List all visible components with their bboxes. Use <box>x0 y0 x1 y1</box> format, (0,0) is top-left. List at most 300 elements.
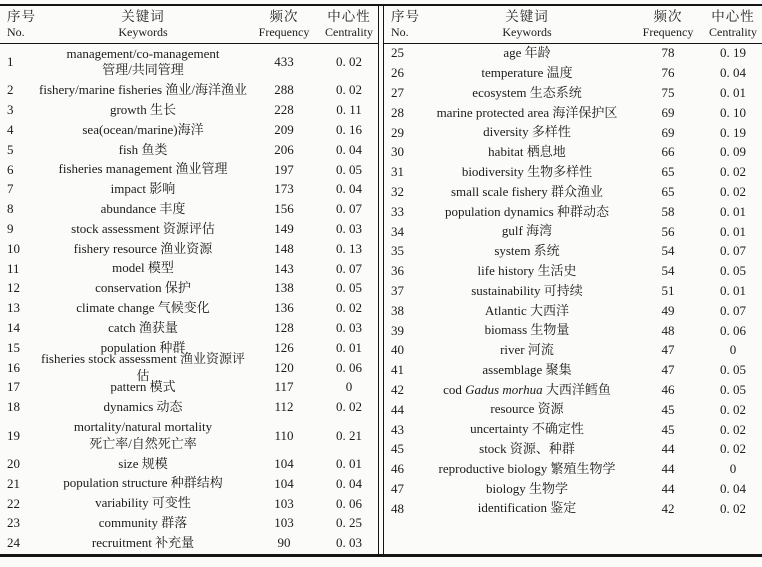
keyword-text: population structure 种群结构 <box>63 475 223 491</box>
row-centrality: 0. 10 <box>720 104 746 120</box>
row-centrality: 0 <box>729 342 737 358</box>
keyword-text: temperature 温度 <box>481 64 573 80</box>
row-centrality: 0. 16 <box>336 121 362 137</box>
table-row <box>384 439 762 459</box>
row-frequency: 110 <box>274 427 294 443</box>
table-row <box>384 222 762 242</box>
table-row <box>384 63 762 83</box>
row-frequency: 58 <box>661 203 675 219</box>
row-keyword <box>422 124 632 141</box>
row-number: 39 <box>391 322 404 338</box>
keyword-text: ecosystem 生态系统 <box>472 84 582 100</box>
keyword-text: recruitment 补充量 <box>91 534 195 550</box>
row-number: 23 <box>7 515 20 531</box>
row-centrality: 0. 04 <box>720 65 746 81</box>
keyword-text: dynamics 动态 <box>103 398 183 414</box>
row-keyword <box>422 303 632 320</box>
keyword-text: abundance 丰度 <box>100 200 186 216</box>
row-number: 14 <box>7 319 20 335</box>
keyword-text: fisheries stock assessment 渔业资源评估 <box>40 351 245 383</box>
row-frequency: 69 <box>661 124 675 140</box>
keyword-text: life history 生活史 <box>477 262 577 278</box>
row-centrality: 0. 02 <box>720 500 746 516</box>
row-centrality: 0. 02 <box>720 441 746 457</box>
row-number: 3 <box>7 102 14 118</box>
row-centrality: 0. 01 <box>720 282 746 298</box>
keyword-text: river 河流 <box>500 342 554 358</box>
row-centrality: 0. 05 <box>336 280 362 296</box>
row-frequency: 288 <box>274 82 294 98</box>
row-centrality: 0 <box>729 461 737 477</box>
row-number: 13 <box>7 300 20 316</box>
keyword-text: model 模型 <box>112 260 174 276</box>
row-frequency: 149 <box>274 220 294 236</box>
row-number: 43 <box>391 421 404 437</box>
table-row <box>0 81 378 101</box>
row-keyword <box>422 362 632 379</box>
table-row <box>384 380 762 400</box>
row-frequency: 46 <box>661 381 675 397</box>
row-frequency: 433 <box>274 54 294 69</box>
row-centrality: 0. 02 <box>720 421 746 437</box>
row-frequency: 49 <box>661 302 675 318</box>
table-row <box>0 494 378 514</box>
header-keywords-en: Keywords <box>502 25 552 40</box>
header-no-zh: 序号 <box>7 8 36 24</box>
row-frequency: 54 <box>661 243 675 259</box>
row-number: 21 <box>7 475 20 491</box>
table-body-left <box>0 44 378 555</box>
row-keyword <box>422 382 632 399</box>
row-frequency: 54 <box>661 263 675 279</box>
table-row <box>0 160 378 180</box>
header-centrality-zh: 中心性 <box>327 8 371 24</box>
row-frequency: 48 <box>661 322 675 338</box>
row-keyword <box>38 320 248 337</box>
keyword-text: habitat 栖息地 <box>488 144 566 160</box>
column-header-frequency <box>248 9 320 40</box>
row-keyword <box>422 441 632 458</box>
row-frequency: 197 <box>274 161 294 177</box>
row-number: 8 <box>7 201 14 217</box>
row-keyword <box>422 164 632 181</box>
row-number: 5 <box>7 141 14 157</box>
row-keyword <box>38 515 248 532</box>
table-row <box>384 103 762 123</box>
row-keyword <box>422 322 632 339</box>
keyword-text: sea(ocean/marine)海洋 <box>82 121 204 137</box>
row-centrality: 0. 06 <box>336 359 362 375</box>
header-frequency-en: Frequency <box>642 25 694 40</box>
row-centrality: 0. 05 <box>336 161 362 177</box>
row-frequency: 112 <box>274 399 294 415</box>
row-number: 40 <box>391 342 404 358</box>
table-row <box>384 360 762 380</box>
row-number: 4 <box>7 121 14 137</box>
keyword-text: marine protected area 海洋保护区 <box>436 104 618 120</box>
row-number: 12 <box>7 280 20 296</box>
table-row <box>384 44 762 64</box>
keyword-text: size 规模 <box>118 455 168 471</box>
header-no-en: No. <box>391 25 409 40</box>
row-frequency: 51 <box>661 282 675 298</box>
table-left-half <box>0 6 378 554</box>
row-number: 18 <box>7 399 20 415</box>
row-keyword <box>38 379 248 396</box>
table-row <box>0 259 378 279</box>
row-keyword <box>38 142 248 159</box>
table-row <box>384 241 762 261</box>
row-keyword <box>422 421 632 438</box>
row-number: 38 <box>391 302 404 318</box>
row-keyword <box>38 300 248 317</box>
keyword-text: stock 资源、种群 <box>479 441 575 457</box>
row-frequency: 47 <box>661 362 675 378</box>
row-keyword <box>422 243 632 260</box>
header-centrality-en: Centrality <box>709 25 757 40</box>
row-keyword <box>38 161 248 178</box>
species-name-italic: Gadus morhua <box>465 381 543 397</box>
table-row <box>0 533 378 553</box>
row-number: 29 <box>391 124 404 140</box>
table-row <box>0 454 378 474</box>
row-number: 15 <box>7 339 20 355</box>
row-keyword <box>422 283 632 300</box>
column-header-no <box>0 9 38 40</box>
table-row <box>384 142 762 162</box>
keyword-text: Atlantic 大西洋 <box>484 302 570 318</box>
row-number: 47 <box>391 480 404 496</box>
row-frequency: 148 <box>274 240 294 256</box>
header-frequency-zh: 频次 <box>653 8 683 24</box>
row-centrality: 0. 02 <box>336 399 362 415</box>
row-frequency: 45 <box>661 401 675 417</box>
row-number: 22 <box>7 495 20 511</box>
column-header-keywords <box>38 9 248 40</box>
keywords-table <box>0 4 762 557</box>
row-frequency: 45 <box>661 421 675 437</box>
row-frequency: 44 <box>661 480 675 496</box>
row-number: 6 <box>7 161 14 177</box>
row-keyword <box>38 456 248 473</box>
table-row <box>0 239 378 259</box>
row-keyword <box>38 102 248 119</box>
row-number: 36 <box>391 263 404 279</box>
row-centrality: 0. 04 <box>336 141 362 157</box>
keyword-text: diversity 多样性 <box>483 124 571 140</box>
keyword-text: fishery resource 渔业资源 <box>73 240 213 256</box>
row-frequency: 156 <box>274 201 294 217</box>
row-centrality: 0. 06 <box>720 322 746 338</box>
keyword-text: biology 生物学 <box>486 480 568 496</box>
row-number: 16 <box>7 359 20 375</box>
row-centrality: 0. 01 <box>336 339 362 355</box>
table-row <box>0 278 378 298</box>
row-centrality: 0. 03 <box>336 535 362 551</box>
row-number: 44 <box>391 401 404 417</box>
row-number: 24 <box>7 535 20 551</box>
row-number: 20 <box>7 455 20 471</box>
keyword-text: cod <box>443 381 466 397</box>
row-keyword <box>38 260 248 277</box>
row-number: 19 <box>7 427 20 443</box>
table-row <box>0 377 378 397</box>
row-frequency: 66 <box>661 144 675 160</box>
row-centrality: 0. 03 <box>336 319 362 335</box>
keyword-text: variability 可变性 <box>95 495 191 511</box>
row-centrality: 0. 07 <box>720 302 746 318</box>
row-keyword <box>38 46 248 79</box>
keyword-text: impact 影响 <box>110 181 176 197</box>
header-centrality-zh: 中心性 <box>711 8 755 24</box>
row-keyword <box>422 342 632 359</box>
row-keyword <box>422 500 632 517</box>
keyword-text: community 群落 <box>98 515 188 531</box>
row-centrality: 0. 02 <box>336 82 362 98</box>
row-centrality: 0. 05 <box>720 362 746 378</box>
table-row <box>0 351 378 383</box>
row-frequency: 69 <box>661 104 675 120</box>
row-frequency: 103 <box>274 495 294 511</box>
table-row <box>384 202 762 222</box>
row-keyword <box>38 241 248 258</box>
table-body-right <box>384 44 762 555</box>
row-number: 31 <box>391 164 404 180</box>
header-no-en: No. <box>7 25 25 40</box>
row-keyword <box>422 401 632 418</box>
row-centrality: 0. 13 <box>336 240 362 256</box>
row-centrality: 0. 21 <box>336 427 362 443</box>
row-number: 10 <box>7 240 20 256</box>
row-keyword <box>38 221 248 238</box>
row-keyword <box>422 204 632 221</box>
table-row <box>384 182 762 202</box>
row-number: 42 <box>391 381 404 397</box>
keyword-text: age 年龄 <box>503 45 551 61</box>
row-number: 2 <box>7 82 14 98</box>
row-number: 37 <box>391 282 404 298</box>
header-no-zh: 序号 <box>391 8 420 24</box>
table-row <box>0 120 378 140</box>
row-number: 34 <box>391 223 404 239</box>
row-centrality: 0. 03 <box>336 220 362 236</box>
keyword-text: growth 生长 <box>109 101 177 117</box>
table-header-right <box>384 6 762 44</box>
row-frequency: 126 <box>274 339 294 355</box>
row-centrality: 0. 01 <box>720 223 746 239</box>
header-keywords-en: Keywords <box>118 25 168 40</box>
row-centrality: 0. 06 <box>336 495 362 511</box>
table-row <box>384 479 762 499</box>
keyword-text-line2: 管理/共同管理 <box>102 62 184 77</box>
table-row <box>0 179 378 199</box>
keyword-text: reproductive biology 繁殖生物学 <box>438 460 616 476</box>
row-frequency: 78 <box>661 45 675 61</box>
row-keyword <box>422 223 632 240</box>
column-header-keywords <box>422 9 632 40</box>
row-number: 46 <box>391 461 404 477</box>
table-row <box>384 162 762 182</box>
row-number: 26 <box>391 65 404 81</box>
row-centrality: 0. 07 <box>336 260 362 276</box>
row-number: 11 <box>7 260 20 276</box>
row-keyword <box>422 263 632 280</box>
keyword-text: conservation 保护 <box>95 280 191 296</box>
keyword-text: resource 资源 <box>490 401 564 417</box>
table-row <box>384 83 762 103</box>
table-row <box>0 513 378 533</box>
row-keyword <box>422 481 632 498</box>
row-centrality: 0. 05 <box>720 381 746 397</box>
keyword-text: pattern 模式 <box>110 379 176 395</box>
table-row <box>384 420 762 440</box>
table-header-left <box>0 6 378 44</box>
row-centrality: 0. 04 <box>720 480 746 496</box>
row-number: 9 <box>7 220 14 236</box>
keyword-text: fishery/marine fisheries 渔业/海洋渔业 <box>39 82 247 98</box>
table-row <box>0 140 378 160</box>
row-keyword <box>422 45 632 62</box>
row-frequency: 75 <box>661 84 675 100</box>
row-frequency: 65 <box>661 183 675 199</box>
row-centrality: 0. 01 <box>720 203 746 219</box>
keyword-text: mortality/natural mortality <box>73 419 213 435</box>
row-frequency: 76 <box>661 65 675 81</box>
row-keyword <box>422 461 632 478</box>
keyword-text: biodiversity 生物多样性 <box>461 163 593 179</box>
keyword-text-line2: 死亡率/自然死亡率 <box>89 435 197 451</box>
column-header-centrality <box>320 9 378 40</box>
row-frequency: 136 <box>274 300 294 316</box>
row-frequency: 47 <box>661 342 675 358</box>
row-number: 48 <box>391 500 404 516</box>
column-header-centrality <box>704 9 762 40</box>
row-centrality: 0. 07 <box>336 201 362 217</box>
table-row <box>0 417 378 454</box>
table-row <box>0 219 378 239</box>
keyword-text: gulf 海湾 <box>501 223 553 239</box>
row-frequency: 104 <box>274 455 294 471</box>
table-row <box>384 281 762 301</box>
row-frequency: 173 <box>274 181 294 197</box>
row-frequency: 128 <box>274 319 294 335</box>
row-number: 30 <box>391 144 404 160</box>
row-centrality: 0. 25 <box>336 515 362 531</box>
row-frequency: 56 <box>661 223 675 239</box>
table-row <box>0 397 378 417</box>
keyword-text: sustainability 可持续 <box>471 282 583 298</box>
table-row <box>0 100 378 120</box>
header-keywords-zh: 关键词 <box>505 8 549 24</box>
row-centrality: 0. 19 <box>720 45 746 61</box>
keyword-text: system 系统 <box>494 243 560 259</box>
column-header-frequency <box>632 9 704 40</box>
row-centrality: 0. 11 <box>336 102 362 118</box>
table-right-half <box>384 6 762 554</box>
keyword-text: uncertainty 不确定性 <box>470 421 584 437</box>
table-row <box>0 474 378 494</box>
table-row <box>0 199 378 219</box>
row-frequency: 42 <box>661 500 675 516</box>
row-centrality: 0. 02 <box>720 183 746 199</box>
row-centrality: 0. 01 <box>336 455 362 471</box>
keyword-text: biomass 生物量 <box>484 322 570 338</box>
header-centrality-en: Centrality <box>325 25 373 40</box>
row-number: 35 <box>391 243 404 259</box>
row-keyword <box>38 419 248 452</box>
row-centrality: 0. 05 <box>720 263 746 279</box>
row-keyword <box>38 280 248 297</box>
row-keyword <box>422 65 632 82</box>
header-keywords-zh: 关键词 <box>121 8 165 24</box>
keyword-text: identification 鉴定 <box>477 500 577 516</box>
row-keyword <box>38 535 248 552</box>
row-number: 25 <box>391 45 404 61</box>
row-frequency: 206 <box>274 141 294 157</box>
row-number: 1 <box>7 54 14 69</box>
row-frequency: 228 <box>274 102 294 118</box>
row-keyword <box>38 475 248 492</box>
row-frequency: 65 <box>661 164 675 180</box>
row-frequency: 143 <box>274 260 294 276</box>
keyword-text: small scale fishery 群众渔业 <box>451 183 603 199</box>
row-centrality: 0. 02 <box>720 401 746 417</box>
table-row <box>384 301 762 321</box>
table-row <box>384 499 762 519</box>
header-frequency-zh: 频次 <box>269 8 299 24</box>
column-header-no <box>384 9 422 40</box>
row-keyword <box>38 495 248 512</box>
row-centrality: 0. 02 <box>336 300 362 316</box>
row-keyword <box>38 399 248 416</box>
row-centrality: 0. 04 <box>336 181 362 197</box>
row-frequency: 104 <box>274 475 294 491</box>
row-centrality: 0. 04 <box>336 475 362 491</box>
row-number: 28 <box>391 104 404 120</box>
row-keyword <box>422 144 632 161</box>
keyword-text: population 种群 <box>100 339 186 355</box>
table-row <box>384 459 762 479</box>
row-centrality: 0. 02 <box>336 54 362 69</box>
keyword-text: fish 鱼类 <box>118 141 168 157</box>
row-keyword <box>38 201 248 218</box>
table-row <box>0 44 378 81</box>
keyword-text: fisheries management 渔业管理 <box>58 161 228 177</box>
row-keyword <box>38 122 248 139</box>
row-frequency: 90 <box>277 535 291 551</box>
row-number: 7 <box>7 181 14 197</box>
table-row <box>384 400 762 420</box>
keyword-text: climate change 气候变化 <box>76 299 210 315</box>
keyword-text: 大西洋鳕鱼 <box>542 381 611 397</box>
header-frequency-en: Frequency <box>258 25 310 40</box>
row-keyword <box>38 181 248 198</box>
keyword-text: management/co-management <box>66 45 220 61</box>
row-number: 33 <box>391 203 404 219</box>
keyword-text: population dynamics 种群动态 <box>445 203 609 219</box>
keyword-text: stock assessment 资源评估 <box>71 220 215 236</box>
keyword-text: catch 渔获量 <box>108 319 178 335</box>
row-number: 27 <box>391 84 404 100</box>
row-centrality: 0. 09 <box>720 144 746 160</box>
row-keyword <box>38 82 248 99</box>
row-frequency: 103 <box>274 515 294 531</box>
row-keyword <box>422 184 632 201</box>
row-centrality: 0. 07 <box>720 243 746 259</box>
row-frequency: 209 <box>274 121 294 137</box>
row-centrality: 0. 19 <box>720 124 746 140</box>
row-number: 17 <box>7 379 20 395</box>
